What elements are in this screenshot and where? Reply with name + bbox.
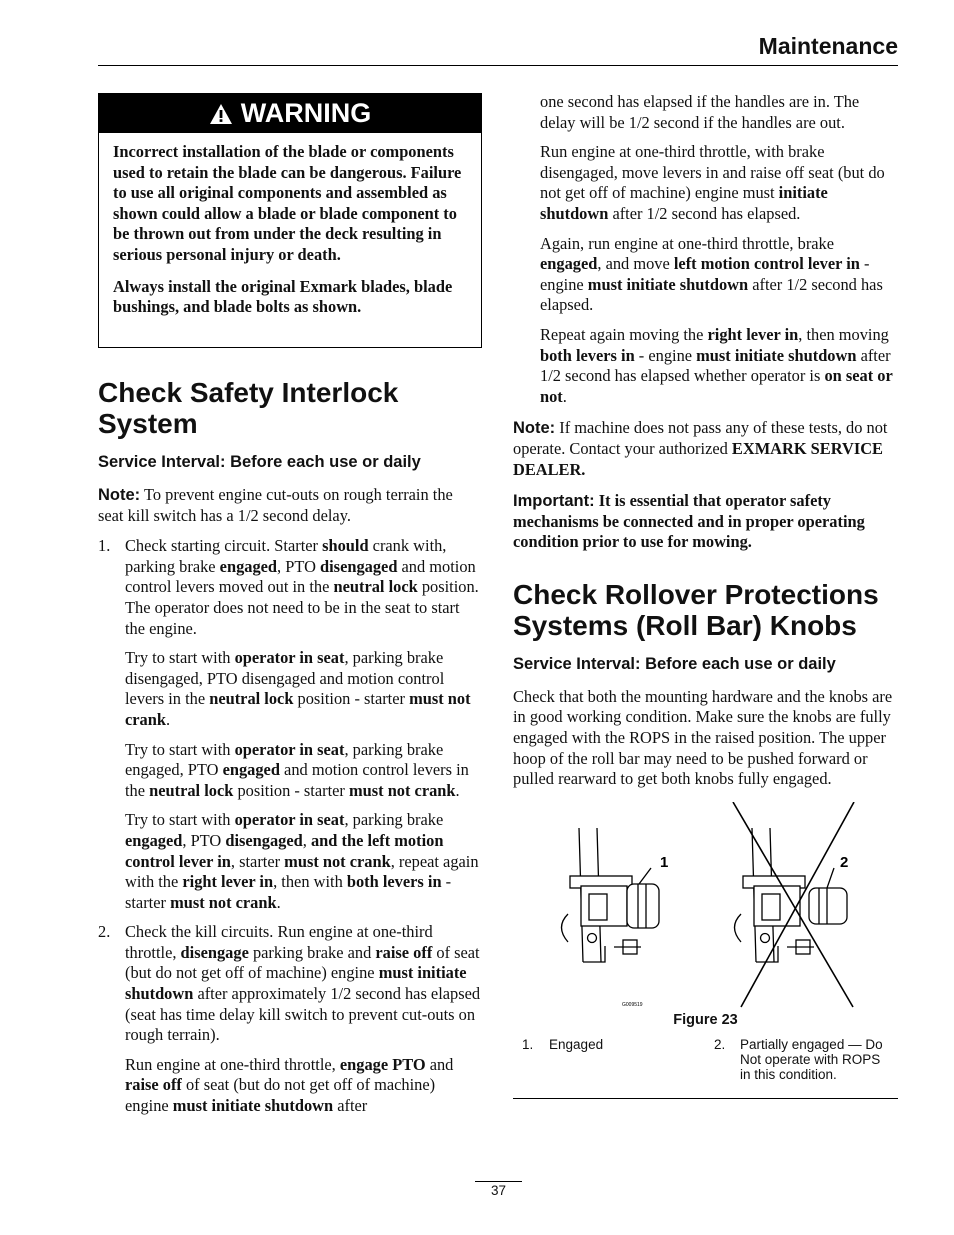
service-interval-interlock: Service Interval: Before each use or daily	[98, 453, 421, 471]
interlock-note	[98, 485, 482, 526]
note-label: Note:	[98, 486, 141, 504]
service-interval-rops: Service Interval: Before each use or daily	[513, 654, 836, 673]
callout-1: 1	[660, 853, 669, 871]
figure-legend	[513, 1037, 898, 1085]
step-1-test-b: Try to start with operator in seat, parking brake engaged, PTO engaged and motion control levers in the neutral lock position - starter must not crank.	[125, 739, 469, 800]
figure-caption: Figure 23	[673, 1011, 738, 1028]
step-2-test-a: Run engine at one-third throttle, engage PTO and raise off of seat (but do not get off of machine) engine must initiate shutdown after	[125, 1054, 454, 1116]
warning-box	[98, 93, 482, 348]
legend-number: 1.	[522, 1036, 534, 1052]
page-section-title: Maintenance	[758, 33, 898, 59]
step-2-test-c: Again, run engine at one-third throttle, brake engaged, and move left motion control lever in - engine must initiate shutdown after 1/2 second has elapsed.	[540, 233, 883, 315]
figure-bottom-rule	[513, 1098, 898, 1099]
header-divider	[98, 65, 898, 66]
step-2-test-a-continued: one second has elapsed if the handles are in. The delay will be 1/2 second if the handles are out.	[540, 92, 860, 132]
interlock-steps	[98, 536, 482, 1116]
important-label: Important:	[513, 492, 595, 511]
rops-body: Check that both the mounting hardware and the knobs are in good working condition. Make sure the knobs are fully engaged with the ROPS in the raised position. The upper hoop of the roll bar may need to be pushed forward or pulled rearward to get both knobs fully engaged.	[513, 686, 893, 789]
rops-knob-figure	[513, 802, 898, 1012]
legend-item-2	[714, 1037, 894, 1082]
list-number: 2.	[98, 922, 111, 942]
legend-item-1	[522, 1037, 603, 1052]
warning-triangle-icon	[209, 103, 233, 125]
right-column	[513, 92, 898, 1099]
step-2-paragraph: Check the kill circuits. Run engine at one-third throttle, disengage parking brake and raise off of seat (but do not get off of machine) engine must initiate shutdown after approximately 1/2 second has elapsed (seat has time delay kill switch to prevent cut-outs on rough terrain).	[125, 922, 481, 1045]
list-number: 1.	[98, 536, 111, 556]
step-2-test-d: Repeat again moving the right lever in, then moving both levers in - engine must initiate shutdown after 1/2 second has elapsed whether operator is on seat or not.	[540, 324, 893, 406]
step-1-test-c: Try to start with operator in seat, parking brake engaged, PTO disengaged, and the left motion control lever in, starter must not crank, repeat again with the right lever in, then with both levers in - starter must not crank.	[125, 810, 479, 912]
warning-paragraph-2: Always install the original Exmark blades, blade bushings, and blade bolts as shown.	[113, 276, 453, 317]
important-note: Important: It is essential that operator safety mechanisms be connected and in proper operating condition prior to use for mowing.	[513, 491, 865, 552]
page-number: 37	[490, 1183, 507, 1198]
legend-number: 2.	[714, 1036, 726, 1052]
warning-title: WARNING	[240, 98, 372, 128]
note-label: Note:	[513, 419, 556, 438]
section-title-interlock: Check Safety Interlock System	[98, 377, 399, 439]
step-1-paragraph: Check starting circuit. Starter should crank with, parking brake engaged, PTO disengaged and motion control levers moved out in the neutral lock position. The operator does not need to be in the seat to start the engine.	[125, 536, 479, 638]
step-1-test-a: Try to start with operator in seat, parking brake disengaged, PTO disengaged and motion control levers in the neutral lock position - starter must not crank.	[125, 648, 471, 729]
legend-text: Partially engaged — Do Not operate with ROPS in this condition.	[740, 1036, 883, 1082]
list-item	[98, 922, 482, 1046]
callout-2: 2	[840, 853, 849, 871]
section-title-rops: Check Rollover Protections Systems (Roll Bar) Knobs	[513, 578, 879, 641]
interlock-continued	[513, 92, 898, 553]
legend-text: Engaged	[549, 1036, 604, 1052]
dealer-note: Note: If machine does not pass any of these tests, do not operate. Contact your authorized EXMARK SERVICE DEALER.	[513, 418, 888, 479]
figure-code: G009519	[622, 1001, 643, 1008]
warning-header	[99, 94, 481, 133]
left-column	[98, 93, 482, 1117]
footer-divider	[475, 1181, 522, 1182]
note-text: To prevent engine cut-outs on rough terrain the seat kill switch has a 1/2 second delay.	[98, 485, 453, 525]
step-2-test-b: Run engine at one-third throttle, with brake disengaged, move levers in and raise off seat (but do not get off of machine) engine must initiate shutdown after 1/2 second has elapsed.	[540, 142, 885, 223]
list-item	[98, 536, 482, 639]
warning-body	[99, 133, 481, 318]
warning-paragraph-1: Incorrect installation of the blade or components used to retain the blade can be dangerous. Failure to use all original components and assembled as shown could allow a blade or blade component to be thrown out from under the deck resulting in serious personal injury or death.	[113, 142, 462, 264]
